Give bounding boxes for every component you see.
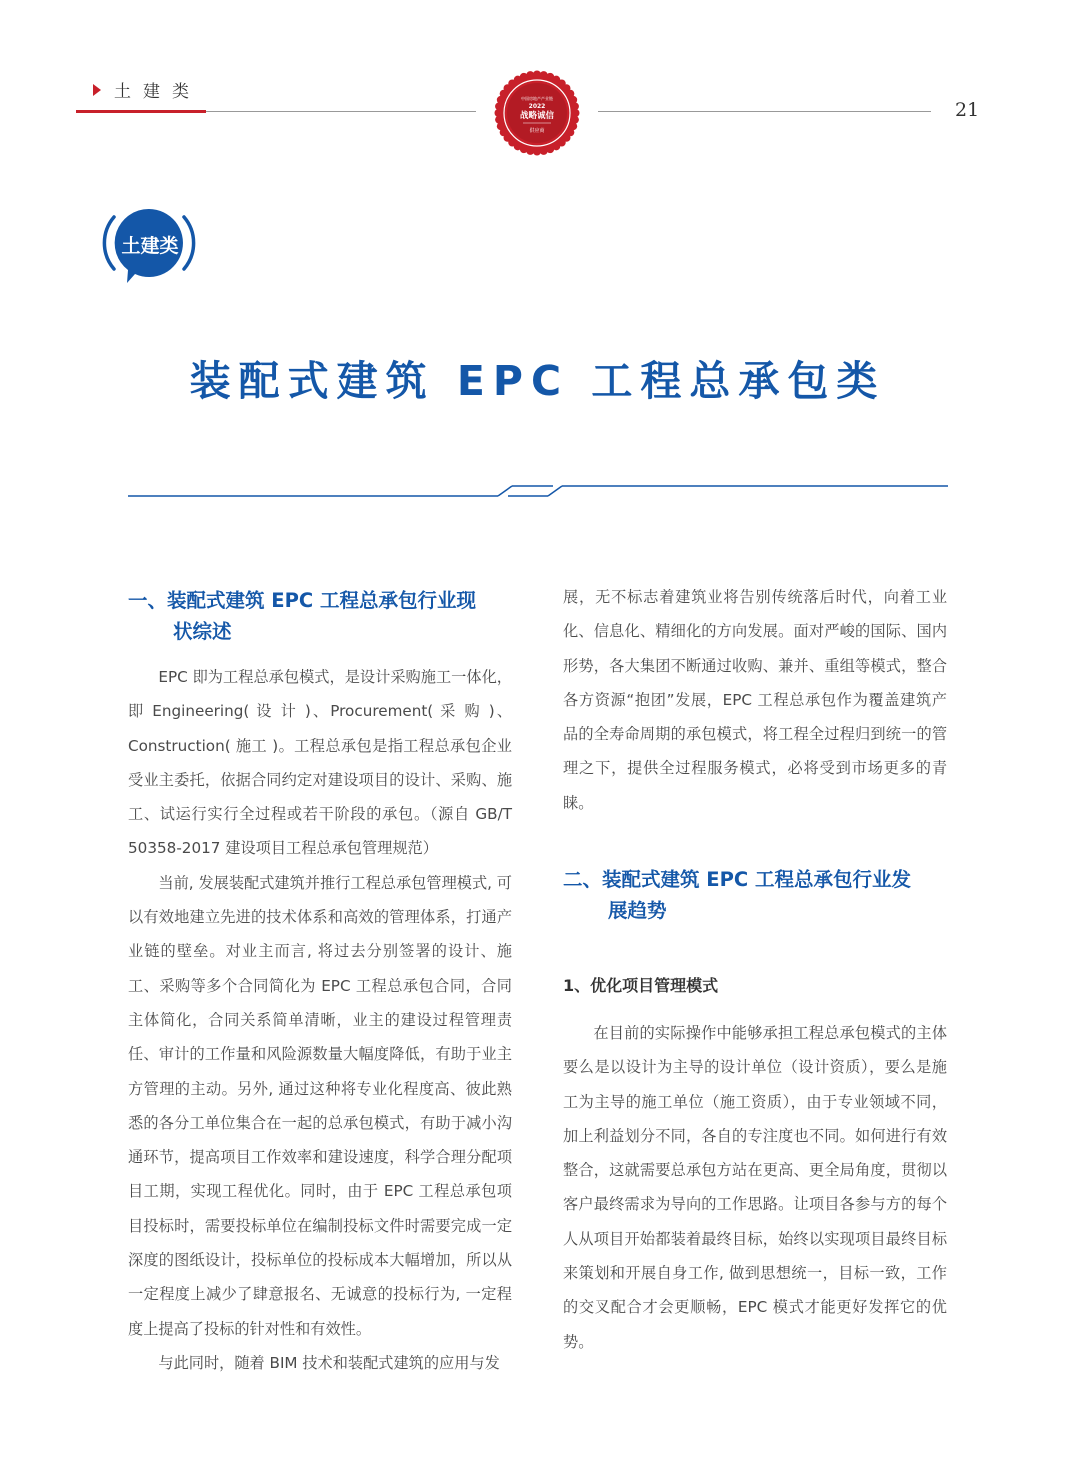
header-grey-rule-right (598, 111, 931, 112)
play-triangle-icon (93, 84, 101, 96)
section-1-paragraph-2: 当前, 发展装配式建筑并推行工程总承包管理模式, 可以有效地建立先进的技术体系和高效的管理体系，打通产业链的壁垒。对业主而言, 将过去分别签署的设计、施工、采购等多个合同简化为 EPC 工程总承包合同，合同主体简化，合同关系简单清晰，业主的建设过程管理责任、审计的工作量和风险源数量大幅度降低，有助于业主方管理的主动。另外, 通过这种将专业化程度高、彼此熟悉的各分工单位集合在一起的总承包模式，有助于减小沟通环节，提高项目工作效率和建设速度，科学合理分配项目工期，实现工程优化。同时，由于 EPC 工程总承包项目投标时，需要投标单位在编制投标文件时需要完成一定深度的图纸设计，投标单位的投标成本大幅增加，所以从一定程度上减少了肆意报名、无诚意的投标行为, 一定程度上提高了投标的针对性和有效性。 (128, 873, 512, 1338)
seal-year: 2022 (528, 103, 546, 110)
section-1-paragraph-3-start: 与此同时，随着 BIM 技术和装配式建筑的应用与发 (158, 1353, 500, 1372)
section-1-heading (128, 585, 512, 647)
section-1-paragraph-1: EPC 即为工程总承包模式，是设计采购施工一体化， 即 Engineering( 设 计 )、Procurement( 采 购 )、Construction( 施工 )。工程总承包是指工程总承包企业受业主委托，依据合同约定对建设项目的设计、采购、施工、试运行实行全过程或若干阶段的承包。（源自 GB/T 50358-2017 建设项目工程总承包管理规范） (128, 668, 512, 858)
section-1-heading-line1: 一、装配式建筑 EPC 工程总承包行业现 (128, 589, 477, 612)
left-column (128, 660, 512, 1380)
seal-top-text: 中国房地产产业链 (521, 96, 553, 101)
title-divider (128, 478, 948, 500)
seal-bottom-text: 供应商 (529, 128, 545, 134)
badge-label: 土建类 (121, 235, 179, 257)
section-2-heading-line1: 二、装配式建筑 EPC 工程总承包行业发 (563, 868, 912, 891)
section-2-heading-line2: 展趋势 (608, 899, 667, 922)
page-title: 装配式建筑 EPC 工程总承包类 (189, 357, 886, 405)
section-2-heading (563, 864, 947, 926)
page-number: 21 (955, 99, 980, 121)
right-column-bottom (563, 1016, 947, 1359)
award-seal-icon (494, 70, 580, 156)
subsection-1-title: 1、优化项目管理模式 (563, 976, 719, 995)
right-column-top (563, 580, 947, 820)
subsection-1-paragraph: 在目前的实际操作中能够承担工程总承包模式的主体要么是以设计为主导的设计单位（设计资质），要么是施工为主导的施工单位（施工资质），由于专业领域不同，加上利益划分不同，各自的专注度也不同。如何进行有效整合，这就需要总承包方站在更高、更全局角度，贯彻以客户最终需求为导向的工作思路。让项目各参与方的每个人从项目开始都装着最终目标，始终以实现项目最终目标来策划和开展自身工作, 做到思想统一，目标一致，工作的交叉配合才会更顺畅，EPC 模式才能更好发挥它的优势。 (563, 1024, 947, 1351)
header-grey-rule-left (206, 111, 476, 112)
header-red-rule (76, 110, 206, 113)
section-1-paragraph-3-end: 展，无不标志着建筑业将告别传统落后时代，向着工业化、信息化、精细化的方向发展。面对严峻的国际、国内形势，各大集团不断通过收购、兼并、重组等模式，整合各方资源“抱团”发展，EPC 工程总承包作为覆盖建筑产品的全寿命周期的承包模式，将工程全过程归到统一的管理之下，提供全过程服务模式，必将受到市场更多的青睐。 (563, 588, 947, 812)
seal-main-text: 战略诚信 (519, 111, 555, 121)
header-category: 土建类 (114, 82, 201, 102)
section-1-heading-line2: 状综述 (173, 620, 232, 643)
